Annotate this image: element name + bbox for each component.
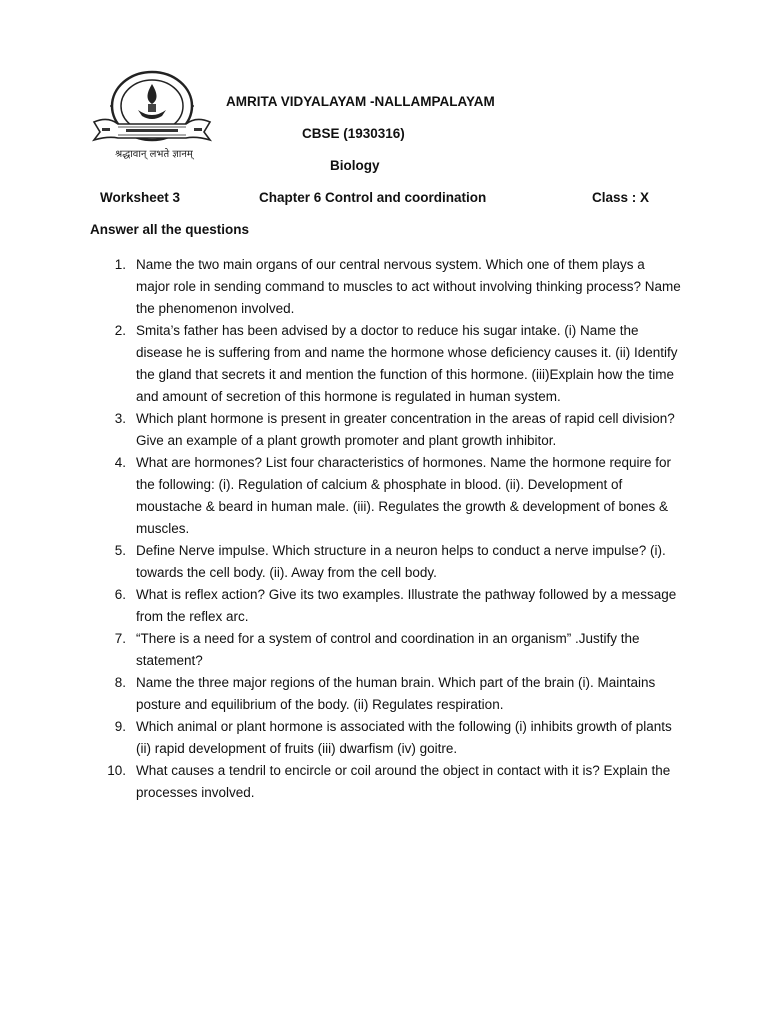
question-text: Define Nerve impulse. Which structure in a neuron helps to conduct a nerve impulse? (i). towards the cell body. (ii). Away from the cell body.	[136, 543, 666, 580]
question-item	[0, 452, 681, 540]
school-motto: श्रद्धावान् लभते ज्ञानम्	[115, 149, 193, 160]
question-item	[0, 628, 681, 672]
question-item	[0, 408, 681, 452]
question-number: 6.	[114, 587, 126, 602]
question-item	[0, 760, 681, 804]
question-item	[0, 672, 681, 716]
question-text: Name the three major regions of the human brain. Which part of the brain (i). Maintains posture and equilibrium of the body. (ii) Regulates respiration.	[136, 675, 656, 712]
question-number: 2.	[114, 323, 126, 338]
chapter-title: Chapter 6 Control and coordination	[259, 190, 487, 205]
question-item	[0, 584, 681, 628]
class-label: Class : X	[592, 190, 650, 205]
question-item	[0, 540, 681, 584]
question-text: Smita’s father has been advised by a doctor to reduce his sugar intake. (i) Name the disease he is suffering from and name the hormone whose deficiency causes it. (ii) Identify the gland that secrets it and mention the function of this hormone. (iii)Explain how the time and amount of secretion of this hormone is regulated in human system.	[136, 323, 678, 404]
question-text: Name the two main organs of our central nervous system. Which one of them plays a major role in sending command to muscles to act without involving thinking process? Name the phenomenon involved.	[136, 257, 681, 316]
board-code: CBSE (1930316)	[302, 126, 405, 141]
question-number: 3.	[114, 411, 126, 426]
instruction-text: Answer all the questions	[90, 222, 250, 237]
question-text: What is reflex action? Give its two examples. Illustrate the pathway followed by a message from the reflex arc.	[136, 587, 677, 624]
question-number: 1.	[114, 257, 126, 272]
question-item	[0, 716, 681, 760]
question-text: Which plant hormone is present in greater concentration in the areas of rapid cell division? Give an example of a plant growth promoter and plant growth inhibitor.	[136, 411, 675, 448]
question-text: Which animal or plant hormone is associated with the following (i) inhibits growth of plants (ii) rapid development of fruits (iii) dwarfism (iv) goitre.	[136, 719, 672, 756]
question-item	[0, 320, 681, 408]
question-number: 5.	[114, 543, 126, 558]
school-name: AMRITA VIDYALAYAM -NALLAMPALAYAM	[226, 94, 495, 109]
question-number: 10.	[107, 763, 126, 778]
question-text: What causes a tendril to encircle or coil around the object in contact with it is? Explain the processes involved.	[136, 763, 671, 800]
question-item	[0, 254, 681, 320]
worksheet-label: Worksheet 3	[100, 190, 181, 205]
question-number: 9.	[114, 719, 126, 734]
question-list	[0, 254, 768, 804]
question-text: “There is a need for a system of control and coordination in an organism” .Justify the statement?	[136, 631, 640, 668]
question-text: What are hormones? List four characteristics of hormones. Name the hormone require for the following: (i). Regulation of calcium & phosphate in blood. (ii). Development of moustache & beard in human male. (iii). Regulates the growth & development of bones & muscles.	[136, 455, 671, 536]
question-number: 7.	[114, 631, 126, 646]
question-number: 8.	[114, 675, 126, 690]
subject-title: Biology	[330, 158, 380, 173]
question-number: 4.	[114, 455, 126, 470]
